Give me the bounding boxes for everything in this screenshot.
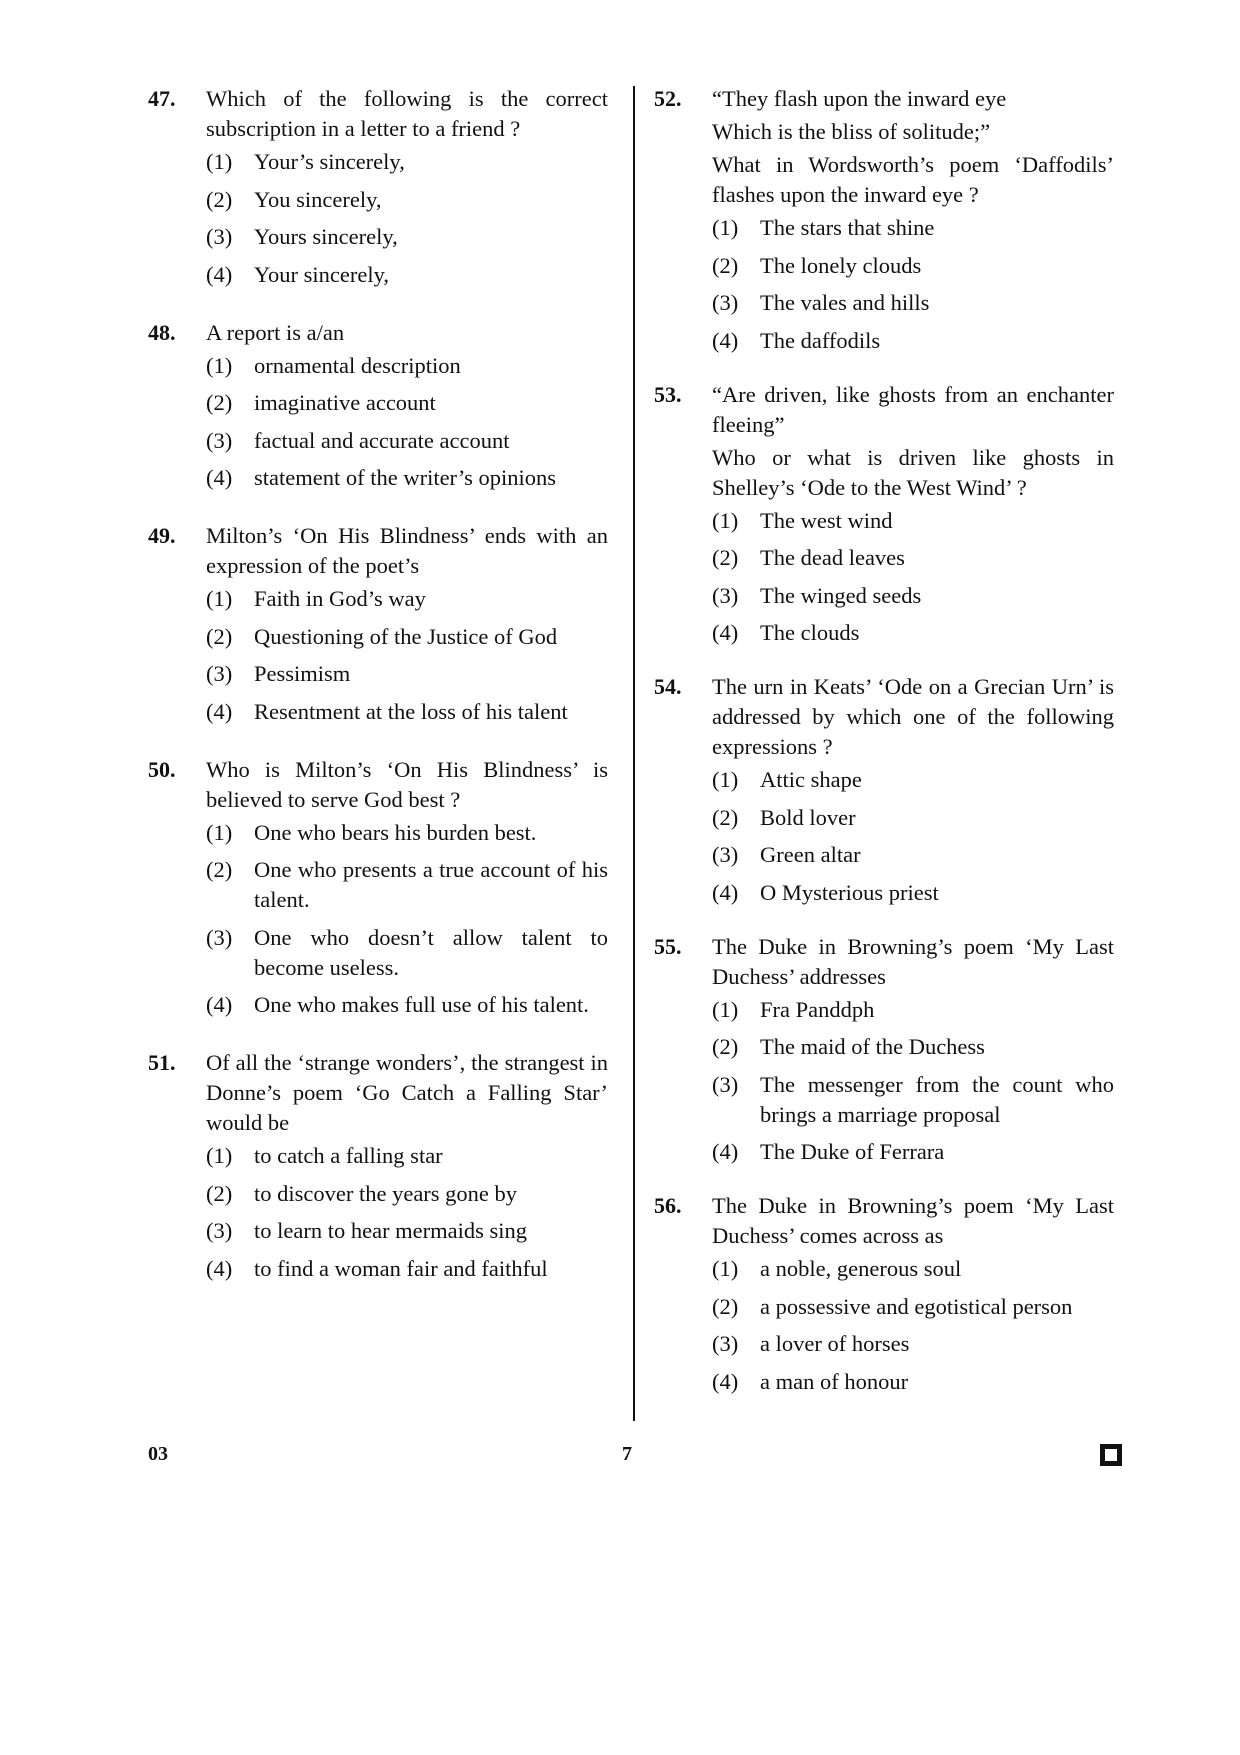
- option-3[interactable]: (3) One who doesn’t allow talent to become useless.: [206, 924, 608, 980]
- question-stem: Which of the following is the correct subscription in a letter to a friend ?: [206, 86, 608, 141]
- option-1[interactable]: (1) ornamental description: [206, 352, 461, 378]
- option-3[interactable]: (3) Pessimism: [206, 661, 351, 686]
- option-1[interactable]: (1) Your’s sincerely,: [206, 149, 405, 174]
- option-list: [206, 351, 608, 494]
- question-line: What in Wordsworth’s poem ‘Daffodils’ flashes upon the inward eye ?: [712, 152, 1114, 207]
- option-4[interactable]: (4) to find a woman fair and faithful: [206, 1255, 548, 1281]
- option-list: [712, 765, 1114, 908]
- option-3[interactable]: (3) Green altar: [712, 842, 861, 867]
- option-2[interactable]: (2) You sincerely,: [206, 186, 382, 212]
- question-number: 49.: [148, 523, 176, 548]
- option-list: [712, 1254, 1114, 1397]
- option-2[interactable]: (2) The maid of the Duchess: [712, 1034, 985, 1059]
- page-number: 7: [622, 1443, 632, 1465]
- question-number: 55.: [654, 933, 682, 959]
- option-3[interactable]: (3) Yours sincerely,: [206, 224, 398, 249]
- quote-line-2: Which is the bliss of solitude;”: [712, 119, 991, 144]
- question-number: 56.: [654, 1193, 682, 1218]
- question-number: 54.: [654, 674, 682, 699]
- question-47: [148, 84, 608, 290]
- question-stem: The Duke in Browning’s poem ‘My Last Duchess’ comes across as: [712, 1193, 1114, 1248]
- option-4[interactable]: (4) O Mysterious priest: [712, 879, 939, 905]
- option-3[interactable]: (3) factual and accurate account: [206, 427, 510, 453]
- question-number: 52.: [654, 86, 682, 111]
- option-4[interactable]: (4) Your sincerely,: [206, 261, 389, 287]
- option-3[interactable]: (3) The vales and hills: [712, 290, 930, 315]
- right-column: [654, 84, 1114, 1404]
- question-number: 50.: [148, 756, 176, 782]
- question-56: [654, 1191, 1114, 1397]
- option-1[interactable]: (1) Faith in God’s way: [206, 586, 426, 611]
- question-stem: [712, 84, 1114, 210]
- option-4[interactable]: (4) statement of the writer’s opinions: [206, 465, 557, 490]
- option-2[interactable]: (2) One who presents a true account of his talent.: [206, 857, 608, 912]
- option-4[interactable]: (4) a man of honour: [712, 1368, 909, 1394]
- question-stem: The Duke in Browning’s poem ‘My Last Duchess’ addresses: [712, 933, 1114, 989]
- column-divider: [633, 86, 635, 1421]
- quote-line: “Are driven, like ghosts from an enchanter fleeing”: [712, 381, 1114, 437]
- option-2[interactable]: (2) The dead leaves: [712, 545, 905, 570]
- left-column: [148, 84, 608, 1291]
- option-3[interactable]: (3) The winged seeds: [712, 582, 922, 608]
- option-2[interactable]: (2) a possessive and egotistical person: [712, 1293, 1073, 1319]
- question-stem: Who is Milton’s ‘On His Blindness’ is believed to serve God best ?: [206, 756, 608, 812]
- option-list: [712, 506, 1114, 649]
- question-number: 53.: [654, 381, 682, 407]
- question-stem: The urn in Keats’ ‘Ode on a Grecian Urn’ is addressed by which one of the following expressions ?: [712, 674, 1114, 759]
- option-2[interactable]: (2) The lonely clouds: [712, 252, 922, 278]
- option-1[interactable]: (1) One who bears his burden best.: [206, 819, 537, 845]
- question-number: 48.: [148, 319, 176, 345]
- option-3[interactable]: (3) The messenger from the count who brings a marriage proposal: [712, 1071, 1114, 1127]
- question-number: 47.: [148, 86, 176, 111]
- option-2[interactable]: (2) Questioning of the Justice of God: [206, 623, 558, 649]
- question-51: [148, 1048, 608, 1284]
- option-list: [206, 147, 608, 290]
- option-list: [206, 1141, 608, 1284]
- option-2[interactable]: (2) to discover the years gone by: [206, 1180, 518, 1206]
- option-1[interactable]: (1) a noble, generous soul: [712, 1256, 962, 1281]
- option-list: [206, 584, 608, 727]
- question-55: [654, 932, 1114, 1168]
- option-4[interactable]: (4) The clouds: [712, 620, 860, 645]
- option-4[interactable]: (4) The Duke of Ferrara: [712, 1139, 945, 1164]
- square-outline-icon: [1100, 1444, 1122, 1466]
- option-4[interactable]: (4) The daffodils: [712, 327, 881, 353]
- quote-line-1: “They flash upon the inward eye: [712, 86, 1007, 111]
- option-list: [712, 213, 1114, 356]
- option-list: [206, 818, 608, 1021]
- option-2[interactable]: (2) imaginative account: [206, 390, 436, 415]
- question-49: [148, 521, 608, 727]
- option-1[interactable]: (1) Attic shape: [712, 767, 862, 792]
- question-line: Who or what is driven like ghosts in Shelley’s ‘Ode to the West Wind’ ?: [712, 444, 1114, 500]
- question-50: [148, 755, 608, 1021]
- option-4[interactable]: (4) One who makes full use of his talent.: [206, 992, 589, 1017]
- option-3[interactable]: (3) to learn to hear mermaids sing: [206, 1218, 528, 1243]
- option-1[interactable]: (1) The stars that shine: [712, 215, 935, 240]
- question-53: [654, 380, 1114, 649]
- option-2[interactable]: (2) Bold lover: [712, 804, 856, 830]
- option-4[interactable]: (4) Resentment at the loss of his talent: [206, 698, 568, 724]
- option-1[interactable]: (1) to catch a falling star: [206, 1143, 443, 1168]
- option-1[interactable]: (1) The west wind: [712, 507, 893, 533]
- option-3[interactable]: (3) a lover of horses: [712, 1331, 910, 1356]
- question-52: [654, 84, 1114, 356]
- question-stem: Of all the ‘strange wonders’, the strangest in Donne’s poem ‘Go Catch a Falling Star’ would be: [206, 1050, 608, 1135]
- option-1[interactable]: (1) Fra Panddph: [712, 996, 875, 1022]
- question-48: [148, 318, 608, 494]
- question-stem: A report is a/an: [206, 319, 345, 345]
- question-54: [654, 672, 1114, 908]
- option-list: [712, 995, 1114, 1168]
- booklet-code: 03: [148, 1443, 168, 1465]
- question-number: 51.: [148, 1050, 176, 1075]
- question-stem: Milton’s ‘On His Blindness’ ends with an expression of the poet’s: [206, 523, 608, 578]
- question-stem: [712, 380, 1114, 503]
